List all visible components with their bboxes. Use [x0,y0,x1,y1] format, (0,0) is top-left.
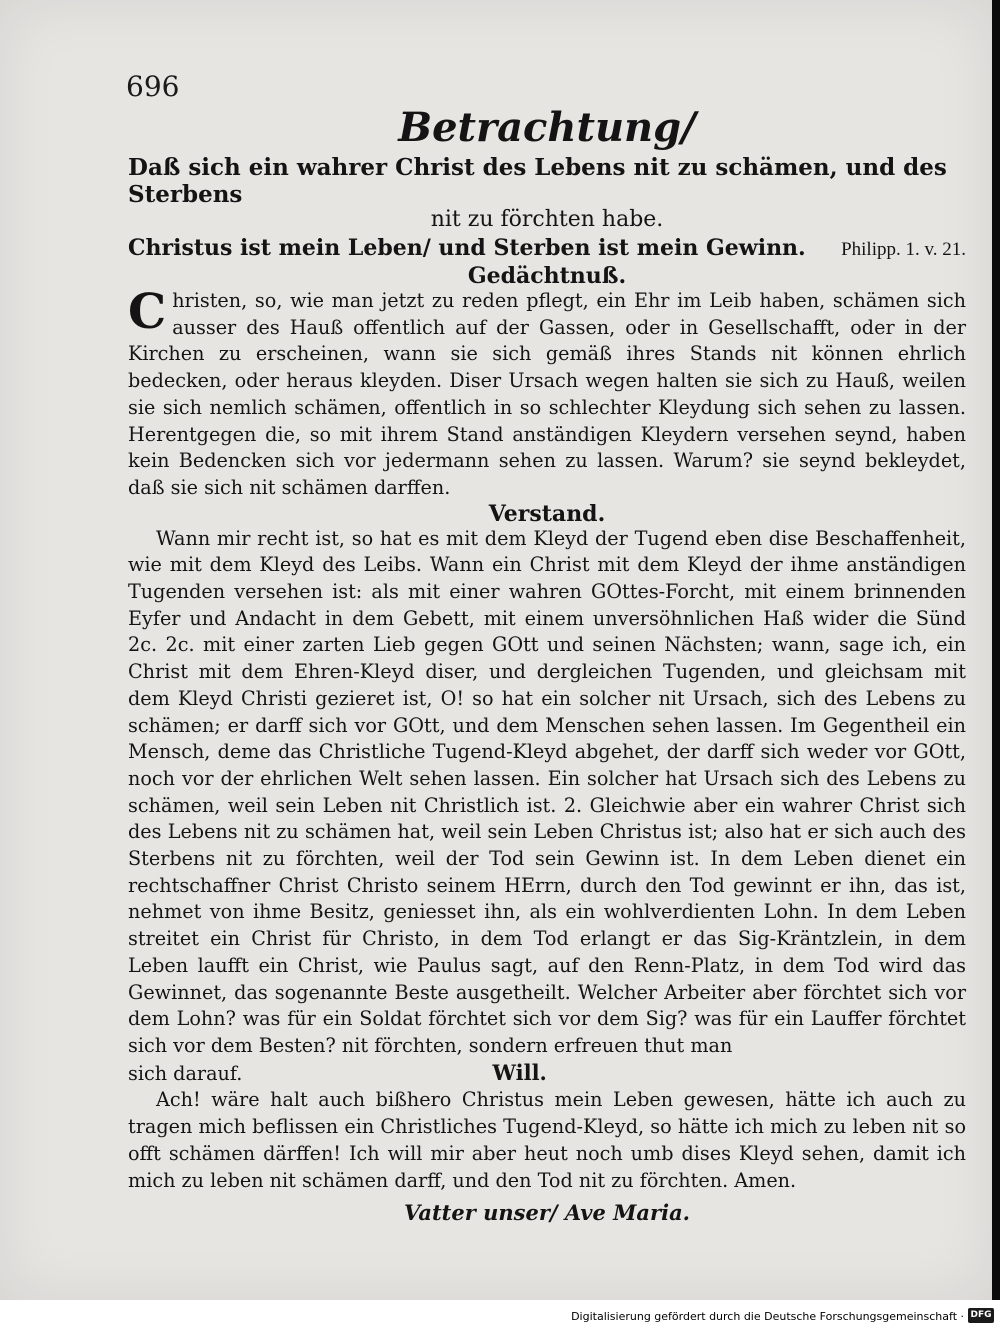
page-heading: Betrachtung/ [398,104,696,151]
scripture-reference: Philipp. 1. v. 21. [841,239,966,260]
understanding-paragraph: Wann mir recht ist, so hat es mit dem Kleyd der Tugend eben dise Beschaffenheit, wie mit dem Kleyd des Leibs. Wann ein Christ mit dem Kleyd der ihme anständigen Tugenden versehen ist: als mit einer wahren GOttes-Forcht, mit einem brinnenden Eyfer und Andacht in dem Gebett, mit einem unversöhnlichen Haß wider die Sünd 2c. 2c. mit einer zarten Lieb gegen GOtt und seinen Nächsten; wann, sage ich, ein Christ mit dem Ehren-Kleyd diser, und dergleichen Tugenden, und gleichsam mit dem Kleyd Christi gezieret ist, O! so hat ein solcher nit Ursach, sich des Lebens zu schämen; er darff sich vor GOtt, und dem Menschen sehen lassen. Im Gegentheil ein Mensch, deme das Christliche Tugend-Kleyd abgehet, der darff sich weder vor GOtt, noch vor der ehrlichen Welt sehen lassen. Ein solcher hat Ursach sich des Lebens zu schämen, weil sein Leben nit Christlich ist. 2. Gleichwie aber ein wahrer Christ sich des Lebens nit zu schämen hat, weil sein Leben Christus ist; also hat er sich auch des Sterbens nit zu förchten, weil der Tod sein Gewinn ist. In dem Leben dienet ein rechtschaffner Christ Christo seinem HErrn, durch den Tod gewinnt er ihn, das ist, nehmet von ihme Besitz, geniesset ihn, als ein wohlverdienten Lohn. In dem Leben streitet ein Christ für Christo, in dem Tod erlangt er das Sig-Kräntzlein, in dem Leben laufft ein Christ, wie Paulus sagt, auf den Renn-Platz, in dem Tod wird das Gewinnet, das sogenannte Beste ausgetheilt. Welcher Arbeiter aber förchtet sich vor dem Lohn? was für ein Soldat förchtet sich vor dem Sig? was für ein Lauffer förchtet sich vor dem Besten? nit förchten, sondern erfreuen thut man [128,526,966,1057]
will-paragraph: Ach! wäre halt auch bißhero Christus mein Leben gewesen, hätte ich auch zu tragen mich beflissen ein Christliches Tugend-Kleyd, so hätte ich mich zu leben nit so offt schämen därffen! Ich will mir aber heut noch umb dises Kleyd sehen, damit ich mich zu leben nit schämen darff, und den Tod nit zu förchten. Amen. [128,1088,966,1192]
text-column [128,104,966,1230]
motto-row [128,234,966,264]
meditation-title: Daß sich ein wahrer Christ des Lebens nit zu schämen, und des Sterbens [128,154,947,208]
meditation-title-continuation: nit zu förchten habe. [430,207,664,232]
motto: Christus ist mein Leben/ und Sterben ist mein Gewinn. [128,235,806,261]
understanding-last-line: sich darauf. [128,1061,243,1085]
memory-paragraph: Christen, so, wie man jetzt zu reden pflegt, ein Ehr im Leib haben, schämen sich ausser des Hauß offentlich auf der Gassen, oder in Gesellschafft, oder in der Kirchen zu erscheinen, wann sie sich gemäß ihres Stands nit können ehrlich bedecken, oder heraus kleyden. Diser Ursach wegen halten sie sich zu Hauß, weilen sie sich nemlich schämen, offentlich in so schlechter Kleydung sich sehen zu lassen. Herentgegen die, so mit ihrem Stand anständigen Kleydern versehen seynd, haben kein Bedencken sich vor jedermann sehen zu lassen. Warum? sie seynd bekleydet, daß sie sich nit schämen darffen. [128,284,966,499]
section-will-label: Will. [492,1059,547,1085]
page-number: 696 [126,70,180,103]
scanner-edge [992,0,1000,1300]
closing-prayer: Vatter unser/ Ave Maria. [403,1200,690,1226]
digitization-credit: Digitalisierung gefördert durch die Deutsche Forschungsgemeinschaft · [571,1310,964,1323]
section-understanding-label: Verstand. [488,500,606,527]
dfg-logo: DFG [968,1308,994,1323]
footer [0,1300,1000,1331]
understanding-closing-row [128,1060,966,1088]
section-memory-label: Gedächtnuß. [467,263,627,289]
